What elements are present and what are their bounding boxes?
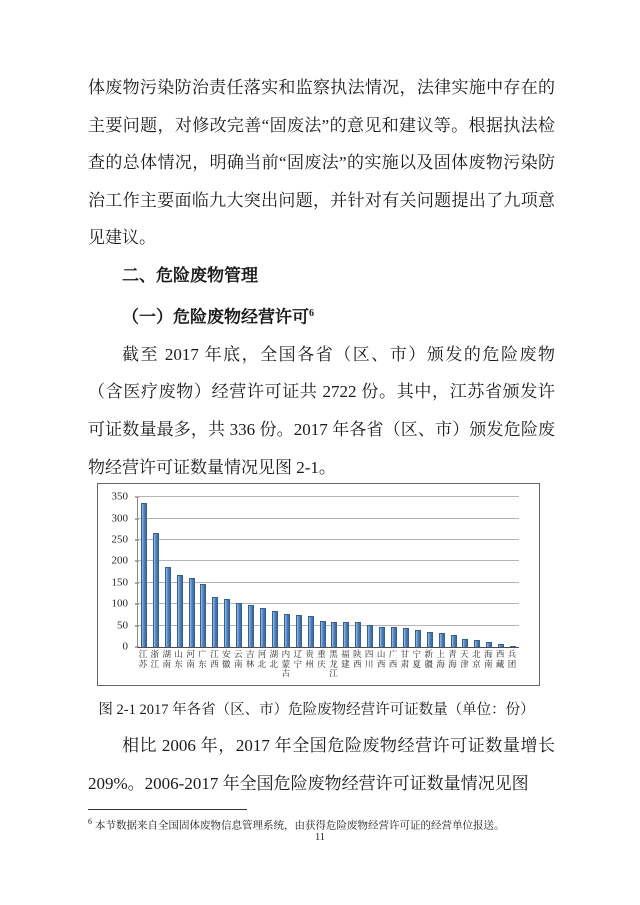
bar-slot [412, 497, 424, 647]
bar-江苏 [141, 503, 147, 647]
bar-slot [317, 497, 329, 647]
x-axis-label: 浙江 [150, 649, 160, 669]
bar-slot [436, 497, 448, 647]
page-body [88, 69, 555, 802]
bar-山西 [379, 627, 385, 647]
chart-plot-area [137, 497, 519, 648]
bar-云南 [236, 603, 242, 648]
bar-陕西 [355, 622, 361, 647]
x-axis-label: 新疆 [424, 649, 433, 669]
footnote-text: 本节数据来自全国固体废物信息管理系统，由获得危险废物经营许可证的经营单位报送。 [95, 820, 505, 832]
bar-slot [495, 497, 507, 647]
x-axis-label: 河南 [186, 649, 195, 669]
bar-黑龙江 [331, 622, 337, 647]
bar-河北 [260, 608, 266, 647]
bar-天津 [462, 639, 468, 648]
bar-slot [293, 497, 305, 647]
chart-y-axis [98, 490, 137, 653]
bar-辽宁 [296, 615, 302, 648]
bar-四川 [367, 625, 373, 647]
y-axis-tick-label: 250 [111, 533, 128, 546]
bar-甘肃 [403, 628, 409, 647]
bar-slot [233, 497, 245, 647]
chart-x-axis-labels [137, 650, 518, 679]
x-axis-label: 辽宁 [293, 649, 302, 669]
x-axis-label: 云南 [233, 649, 243, 669]
bar-slot [400, 497, 412, 647]
subsection-heading-text: （一）危险废物经营许可 [122, 307, 309, 327]
y-axis-tick-label: 150 [111, 576, 128, 589]
x-axis-label: 河北 [257, 649, 267, 669]
bar-上海 [439, 633, 445, 647]
bar-slot [448, 497, 460, 647]
bar-slot [257, 497, 269, 647]
x-axis-label: 山西 [376, 649, 386, 669]
bar-广东 [200, 584, 206, 647]
x-axis-label: 陕西 [353, 649, 362, 669]
bar-slot [186, 497, 198, 647]
x-axis-label: 安徽 [222, 649, 231, 669]
bar-slot [174, 497, 186, 647]
paragraph-law-enforcement-review: 体废物污染防治责任落实和监察执法情况，法律实施中存在的主要问题，对修改完善“固废法”的意见和建议等。根据执法检查的总体情况，明确当前“固废法”的实施以及固体废物污染防治工作主要面临九大突出问题，并针对有关问题提出了九项意见建议。 [88, 78, 555, 248]
x-axis-label: 黑龙江 [329, 649, 338, 679]
bar-贵州 [308, 616, 314, 647]
x-axis-label: 北京 [472, 649, 481, 669]
bar-安徽 [224, 599, 230, 647]
bar-slot [329, 497, 341, 647]
bar-湖南 [165, 567, 171, 648]
paragraph-permits-2017: 截至 2017 年底，全国各省（区、市）颁发的危险废物（含医疗废物）经营许可证共 2722 份。其中，江苏省颁发许可证数量最多，共 336 份。2017 年各省（区、市）颁发危险废物经营许可证数量情况见图 2-1。 [88, 344, 555, 477]
x-axis-label: 贵州 [305, 649, 314, 669]
x-axis-label: 甘肃 [400, 649, 410, 669]
x-axis-label: 青海 [448, 649, 457, 669]
x-axis-label: 江苏 [138, 649, 148, 669]
bar-slot [209, 497, 221, 647]
bar-湖北 [272, 611, 278, 647]
page-number: 11 [314, 832, 326, 843]
y-axis-tick-label: 0 [122, 640, 128, 653]
x-axis-label: 湖南 [162, 649, 172, 669]
bar-slot [364, 497, 376, 647]
x-axis-label: 湖北 [269, 649, 279, 669]
x-axis-label: 福建 [341, 649, 350, 669]
footnote-divider [88, 809, 247, 810]
x-axis-label: 天津 [460, 649, 469, 669]
x-axis-label: 广西 [388, 649, 398, 669]
bar-山东 [177, 575, 183, 647]
bar-河南 [189, 578, 195, 647]
bar-slot [305, 497, 317, 647]
bar-slot [424, 497, 436, 647]
bar-兵团 [510, 646, 516, 647]
bar-slot [198, 497, 210, 647]
x-axis-label: 重庆 [317, 649, 326, 669]
figure-caption: 图 2-1 2017 年各省（区、市）危险废物经营许可证数量（单位：份） [98, 702, 535, 719]
bar-西藏 [498, 644, 504, 647]
x-axis-label: 江西 [210, 649, 219, 669]
bar-slot [507, 497, 519, 647]
bar-北京 [474, 640, 480, 647]
bar-slot [281, 497, 293, 647]
bar-海南 [486, 642, 492, 647]
bar-slot [471, 497, 483, 647]
bar-宁夏 [415, 630, 421, 647]
bar-新疆 [427, 632, 433, 647]
bar-吉林 [248, 605, 254, 647]
y-axis-tick-label: 200 [111, 554, 128, 567]
section-heading-hazardous-waste: 二、危险废物管理 [122, 265, 258, 285]
bar-slot [221, 497, 233, 647]
bar-slot [245, 497, 257, 647]
bar-福建 [343, 622, 349, 647]
x-axis-label: 内蒙古 [281, 649, 291, 679]
x-axis-label: 上海 [436, 649, 445, 669]
bar-chart-figure-2-1 [97, 483, 540, 686]
y-axis-tick-label: 100 [111, 597, 128, 610]
bar-浙江 [153, 533, 159, 647]
bar-slot [162, 497, 174, 647]
bar-青海 [451, 635, 457, 647]
subsection-heading-operating-permit [88, 295, 555, 336]
x-axis-label: 兵团 [507, 649, 517, 669]
bar-slot [150, 497, 162, 647]
x-axis-label: 四川 [364, 649, 374, 669]
x-axis-label: 宁夏 [412, 649, 422, 669]
footnote-reference-superscript: 6 [309, 307, 314, 319]
bar-slot [483, 497, 495, 647]
x-axis-label: 西藏 [495, 649, 505, 669]
bar-slot [138, 497, 150, 647]
chart-bars [138, 497, 519, 647]
bar-slot [269, 497, 281, 647]
x-axis-label: 海南 [483, 649, 493, 669]
paragraph-growth-2006-2017: 相比 2006 年，2017 年全国危险废物经营许可证数量增长 209%。2006-2017 年全国危险废物经营许可证数量情况见图 [88, 736, 555, 793]
bar-slot [459, 497, 471, 647]
footnote-marker: 6 [88, 817, 92, 826]
bar-内蒙古 [284, 614, 290, 647]
bar-slot [352, 497, 364, 647]
y-axis-tick-label: 300 [111, 512, 128, 525]
bar-广西 [391, 627, 397, 647]
bar-slot [340, 497, 352, 647]
x-axis-label: 吉林 [245, 649, 255, 669]
x-axis-label: 广东 [198, 649, 207, 669]
bar-重庆 [320, 621, 326, 647]
bar-slot [376, 497, 388, 647]
x-axis-label: 山东 [174, 649, 183, 669]
bar-江西 [212, 597, 218, 647]
bar-slot [388, 497, 400, 647]
y-axis-tick-label: 50 [117, 619, 128, 632]
y-axis-tick-label: 350 [111, 490, 128, 503]
